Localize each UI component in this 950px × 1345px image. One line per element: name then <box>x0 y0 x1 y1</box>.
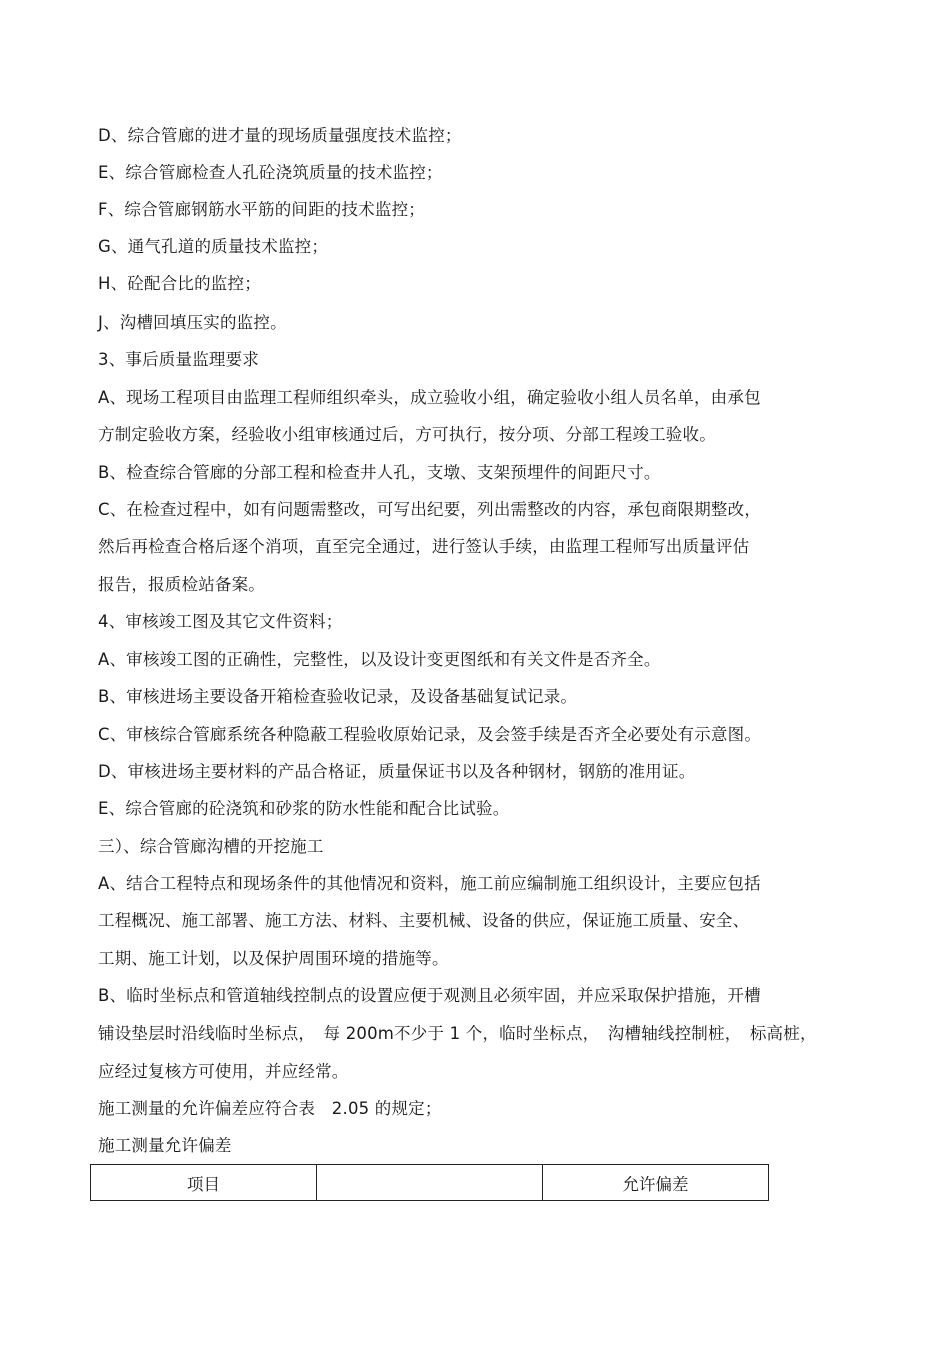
table-header-cell: 项目 <box>91 1165 317 1201</box>
text-line: C、在检查过程中，如有问题需整改，可写出纪要，列出需整改的内容，承包商限期整改， <box>98 500 762 519</box>
tolerance-table <box>90 1164 769 1201</box>
text-line: 方制定验收方案，经验收小组审核通过后，方可执行，按分项、分部工程竣工验收。 <box>98 425 716 444</box>
text-line: E、综合管廊的砼浇筑和砂浆的防水性能和配合比试验。 <box>98 799 510 818</box>
text-line: C、审核综合管廊系统各种隐蔽工程验收原始记录，及会签手续是否齐全必要处有示意图。 <box>98 725 762 744</box>
table-header-cell <box>317 1165 543 1201</box>
section-heading: 4、审核竣工图及其它文件资料； <box>98 612 343 631</box>
text-line: E、综合管廊检查人孔砼浇筑质量的技术监控； <box>98 163 443 182</box>
table-header-row <box>91 1165 769 1201</box>
text-line: B、检查综合管廊的分部工程和检查井人孔，支墩、支架预埋件的间距尺寸。 <box>98 463 661 482</box>
text-line: F、综合管廊钢筋水平筋的间距的技术监控； <box>98 200 425 219</box>
text-line: J、沟槽回填压实的监控。 <box>98 313 287 332</box>
text-line: 工期、施工计划，以及保护周围环境的措施等。 <box>98 949 449 968</box>
text-line: G、通气孔道的质量技术监控； <box>98 237 329 256</box>
text-line: B、临时坐标点和管道轴线控制点的设置应便于观测且必须牢固，并应采取保护措施，开槽 <box>98 986 761 1005</box>
text-line: 报告，报质检站备案。 <box>98 575 265 594</box>
text-line: B、审核进场主要设备开箱检查验收记录，及设备基础复试记录。 <box>98 687 578 706</box>
text-line: 然后再检查合格后逐个消项，直至完全通过，进行签认手续，由监理工程师写出质量评估 <box>98 537 750 556</box>
text-line: 铺设垫层时沿线临时坐标点， 每 200m不少于 1 个，临时坐标点， 沟槽轴线控制桩， 标高桩， <box>98 1024 817 1043</box>
text-line: H、砼配合比的监控； <box>98 274 261 293</box>
table-caption: 施工测量允许偏差 <box>98 1136 232 1155</box>
text-line: 工程概况、施工部署、施工方法、材料、主要机械、设备的供应，保证施工质量、安全、 <box>98 911 750 930</box>
text-line: 应经过复核方可使用，并应经常。 <box>98 1062 349 1081</box>
text-line: 施工测量的允许偏差应符合表 2.05 的规定； <box>98 1099 442 1118</box>
text-line: A、现场工程项目由监理工程师组织牵头，成立验收小组，确定验收小组人员名单，由承包 <box>98 388 761 407</box>
section-heading: 3、事后质量监理要求 <box>98 350 259 369</box>
table-header-cell: 允许偏差 <box>543 1165 769 1201</box>
section-heading: 三）、综合管廊沟槽的开挖施工 <box>98 837 324 856</box>
text-line: D、审核进场主要材料的产品合格证，质量保证书以及各种钢材，钢筋的准用证。 <box>98 762 696 781</box>
text-line: A、结合工程特点和现场条件的其他情况和资料，施工前应编制施工组织设计，主要应包括 <box>98 874 761 893</box>
text-line: D、综合管廊的进才量的现场质量强度技术监控； <box>98 126 462 145</box>
text-line: A、审核竣工图的正确性，完整性，以及设计变更图纸和有关文件是否齐全。 <box>98 650 661 669</box>
